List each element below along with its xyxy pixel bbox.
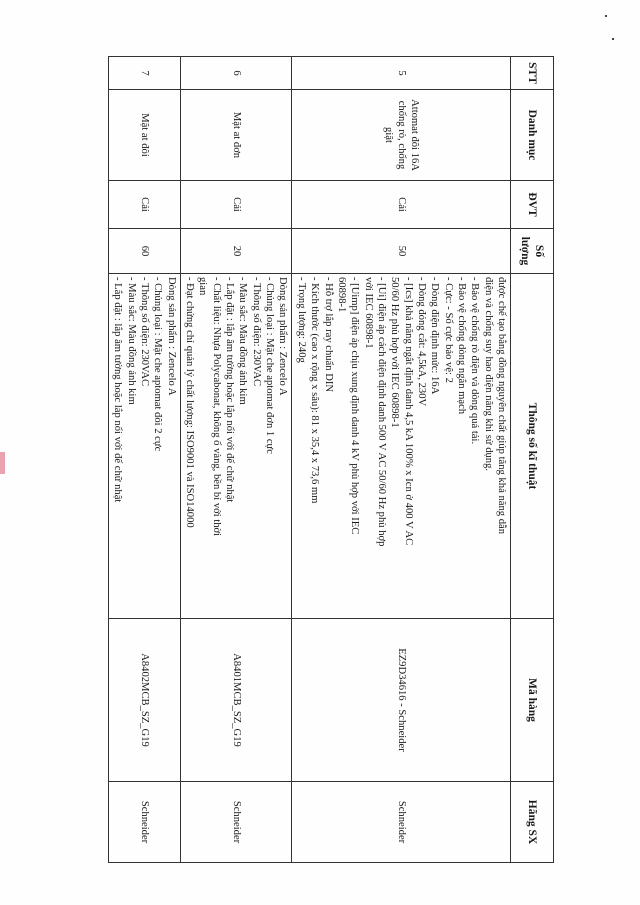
- table-row: [292, 57, 511, 863]
- spec-line: điện và chống suy hao điện năng khi sử dụng.: [482, 277, 494, 472]
- spec-line: - Màu sắc: Màu đồng ánh kim: [125, 277, 137, 405]
- row-code: EZ9D34616 - Schneider: [292, 619, 511, 782]
- row-stt: 5: [292, 57, 511, 90]
- spec-line: - Màu sắc: Màu đồng ánh kim: [237, 277, 249, 405]
- header-name: Danh mục: [511, 90, 554, 181]
- spec-line: - Chủng loại : Mặt che aptomat đôi 2 cực: [152, 277, 164, 452]
- spec-line: - Chủng loại : Mặt che aptomat đơn 1 cực: [264, 277, 276, 454]
- spec-line: - Lắp đặt : lắp âm tường hoặc lắp nổi với đế chữ nhật: [224, 277, 236, 503]
- row-unit: Cái: [180, 181, 292, 229]
- spec-line: - [Uimp] điện áp chịu xung định danh 4 kV phù hợp với IEC: [349, 277, 361, 535]
- spec-line: với IEC 60898-1: [362, 277, 374, 349]
- row-spec: [292, 274, 511, 619]
- row-unit: Cái: [109, 181, 181, 229]
- spec-line: - Cực: - Số cực bảo vệ: 2: [442, 277, 454, 383]
- row-brand: Schneider: [109, 782, 181, 863]
- row-spec: [180, 274, 292, 619]
- row-qty: 20: [180, 229, 292, 274]
- row-unit: Cái: [292, 181, 511, 229]
- spec-line: - Dòng điện định mức: 16A: [429, 277, 441, 395]
- header-row: [511, 57, 554, 863]
- spec-line: - Kích thước (cao x rộng x sâu): 81 x 35,4 x 73,6 mm: [309, 277, 321, 504]
- row-code: A8401MCB_SZ_G19: [180, 619, 292, 782]
- spec-line: - Thông số điện: 230VAC: [139, 277, 151, 387]
- row-qty: 50: [292, 229, 511, 274]
- header-code: Mã hàng: [511, 619, 554, 782]
- spec-line: - Lắp đặt : lắp âm tường hoặc lắp nổi với đế chữ nhật: [112, 277, 124, 503]
- row-name: Attomat đôi 16A chống rò, chống giật: [292, 90, 511, 181]
- header-stt: STT: [511, 57, 554, 90]
- spec-line: 50/60 Hz phù hợp với IEC 60898-1: [389, 277, 401, 428]
- row-brand: Schneider: [180, 782, 292, 863]
- row-stt: 6: [180, 57, 292, 90]
- table-row: [109, 57, 181, 863]
- row-code: A8402MCB_SZ_G19: [109, 619, 181, 782]
- spec-line: - Bảo vệ chống dòng ngắn mạch: [455, 277, 467, 415]
- header-qty: Số lượng: [511, 229, 554, 274]
- spec-line: - Thông số điện: 230VAC: [250, 277, 262, 387]
- spec-line: - Dòng đóng cắt: 4,5kA, 230V: [415, 277, 427, 407]
- row-stt: 7: [109, 57, 181, 90]
- header-spec: Thông số kĩ thuật: [511, 274, 554, 619]
- spec-line: - Hỗ trợ lắp ray chuẩn DIN: [322, 277, 334, 393]
- spec-line: được chế tạo bằng đồng nguyên chất giúp tăng khả năng dẫn: [496, 277, 507, 534]
- spec-line: Dòng sản phẩm : Zencelo A: [277, 277, 289, 396]
- spec-line: gian: [197, 277, 209, 296]
- spec-line: - Chất liệu: Nhựa Polycabonat, không ố vàng, bền bỉ với thời: [210, 277, 222, 537]
- specification-table: [108, 56, 554, 863]
- spec-line: - Bảo vệ chống rò điện và dòng quá tải.: [469, 277, 481, 445]
- row-spec: [109, 274, 181, 619]
- spec-line: - Đạt chứng chỉ quản lý chất lượng: ISO9001 và ISO14000: [184, 277, 196, 528]
- spec-line: 60898-1: [335, 277, 347, 313]
- row-qty: 60: [109, 229, 181, 274]
- row-name: Mặt at đôi: [109, 90, 181, 181]
- spec-line: - Trọng lượng: 240g: [295, 277, 307, 363]
- row-brand: Schneider: [292, 782, 511, 863]
- row-name: Mặt at đơn: [180, 90, 292, 181]
- spec-line: - [Ics] khả năng ngắt định danh 4,5 kA 100% x Icn ở 400 V AC: [402, 277, 414, 546]
- spec-line: - [Ui] điện áp cách điện định danh 500 V AC 50/60 Hz phù hợp: [375, 277, 387, 547]
- header-unit: ĐVT: [511, 181, 554, 229]
- spec-line: Dòng sản phẩm : Zencelo A: [165, 277, 177, 396]
- header-brand: Hãng SX: [511, 782, 554, 863]
- table-row: [180, 57, 292, 863]
